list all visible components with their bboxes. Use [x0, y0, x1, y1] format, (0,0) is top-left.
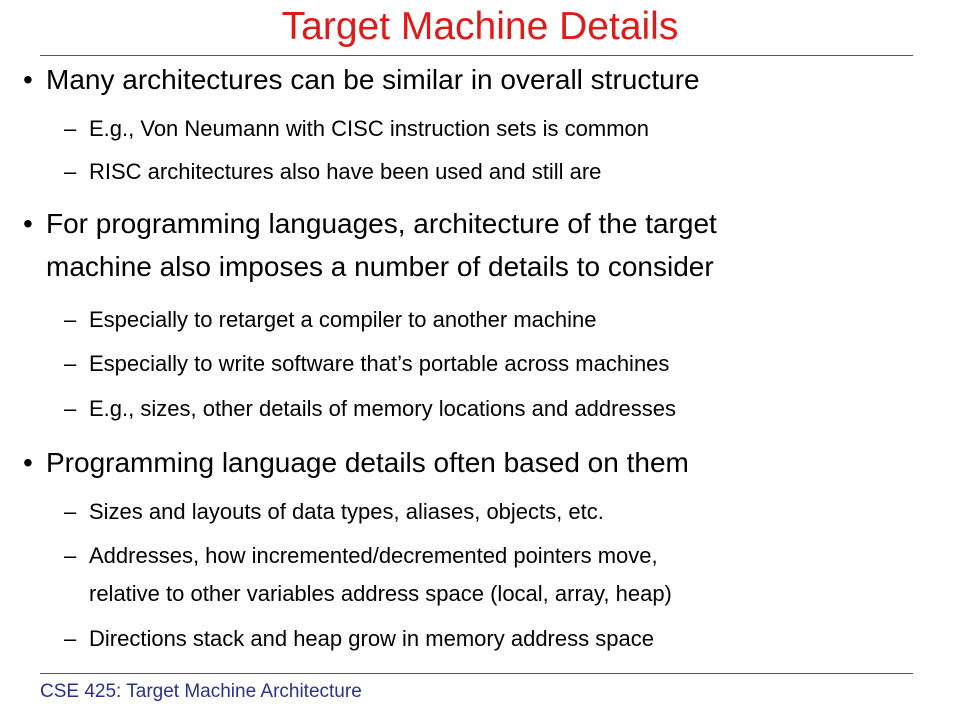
bullet-3-sub-2-text-line-1: Addresses, how incremented/decremented pointers move,: [89, 543, 658, 568]
slide-title: Target Machine Details: [281, 5, 679, 48]
sub-marker: –: [64, 159, 77, 184]
bullet-marker: •: [23, 64, 33, 95]
bullet-marker: •: [23, 447, 33, 478]
sub-marker: –: [64, 307, 77, 332]
sub-marker: –: [64, 116, 77, 141]
bullet-3-sub-3-text: Directions stack and heap grow in memory address space: [89, 626, 654, 651]
sub-marker: –: [64, 396, 77, 421]
bullet-2-sub-1-text: Especially to retarget a compiler to another machine: [89, 307, 597, 332]
bullet-2-sub-2-text: Especially to write software that’s portable across machines: [89, 351, 670, 376]
bullet-3-sub-1-text: Sizes and layouts of data types, aliases, objects, etc.: [89, 499, 604, 524]
bullet-1-sub-1-text: E.g., Von Neumann with CISC instruction sets is common: [89, 116, 650, 141]
bullet-2-text-line-1: For programming languages, architecture of the target: [46, 208, 717, 239]
footer-divider: [40, 673, 913, 674]
sub-marker: –: [64, 351, 77, 376]
bullet-marker: •: [23, 208, 33, 239]
bullet-3-text: Programming language details often based on them: [46, 447, 689, 478]
slide-footer: CSE 425: Target Machine Architecture: [40, 681, 362, 702]
sub-marker: –: [64, 626, 77, 651]
bullet-1-sub-2-text: RISC architectures also have been used and still are: [89, 159, 602, 184]
bullet-3-sub-2-text-line-2: relative to other variables address space (local, array, heap): [89, 581, 672, 606]
sub-marker: –: [64, 543, 77, 568]
bullet-2-sub-3-text: E.g., sizes, other details of memory locations and addresses: [89, 396, 676, 421]
bullet-2-text-line-2: machine also imposes a number of details to consider: [46, 251, 714, 282]
title-divider: [40, 55, 913, 56]
sub-marker: –: [64, 499, 77, 524]
bullet-1-text: Many architectures can be similar in overall structure: [46, 64, 700, 95]
